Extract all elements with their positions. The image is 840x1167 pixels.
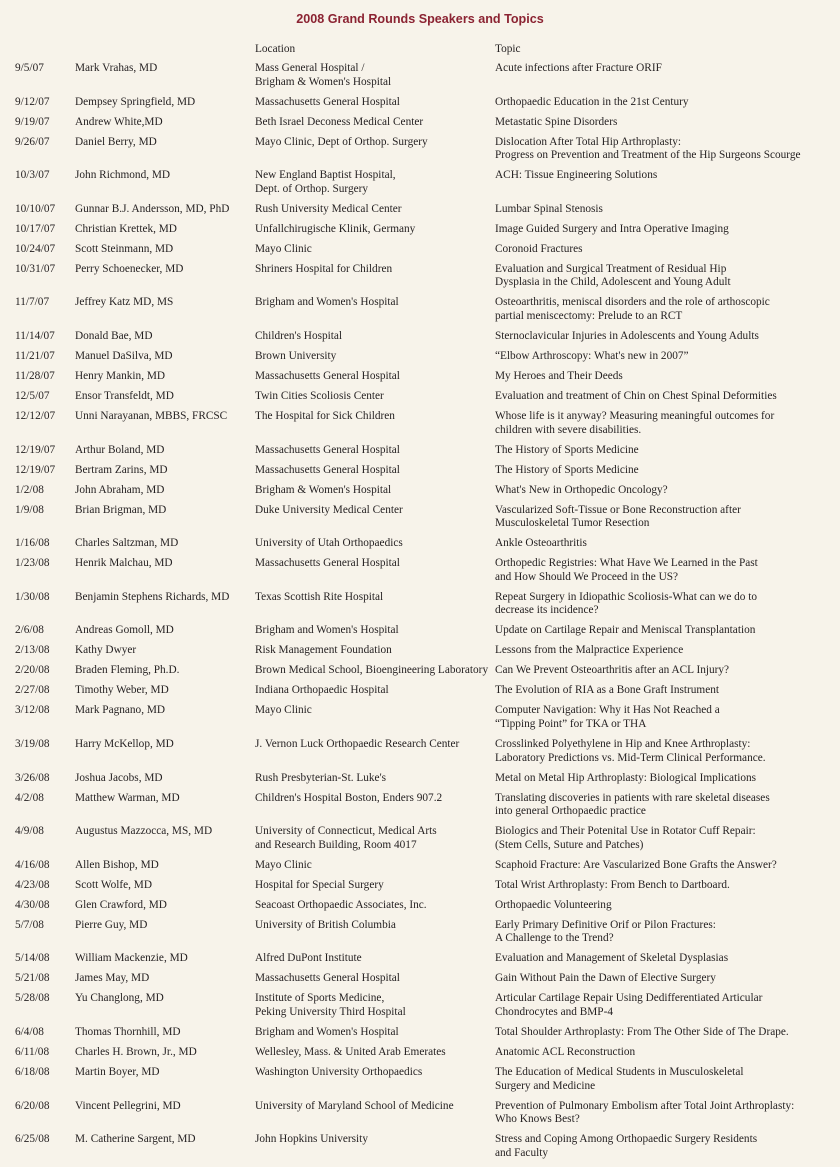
- table-row: [0, 1066, 840, 1100]
- table-row: [0, 96, 840, 116]
- table-row: [0, 537, 840, 557]
- location-cell: Children's Hospital: [255, 329, 343, 342]
- topic-cell: “Elbow Arthroscopy: What's new in 2007”: [495, 349, 689, 362]
- location-cell: Twin Cities Scoliosis Center: [255, 389, 384, 402]
- speaker-cell: Joshua Jacobs, MD: [75, 771, 163, 784]
- date-cell: 6/25/08: [15, 1133, 50, 1146]
- date-cell: 6/20/08: [15, 1099, 50, 1112]
- topic-cell: Orthopaedic Education in the 21st Century: [495, 95, 689, 108]
- topic-cell: Total Shoulder Arthroplasty: From The Other Side of The Drape.: [495, 1025, 789, 1038]
- table-row: [0, 62, 840, 96]
- date-cell: 6/4/08: [15, 1025, 44, 1038]
- topic-cell: Translating discoveries in patients with rare skeletal diseases into general Orthopaedic practice: [495, 791, 770, 818]
- location-cell: Massachusetts General Hospital: [255, 972, 400, 985]
- location-column-header: Location: [255, 43, 296, 55]
- date-cell: 5/7/08: [15, 918, 44, 931]
- date-cell: 10/24/07: [15, 242, 56, 255]
- location-cell: University of British Columbia: [255, 918, 396, 931]
- speaker-cell: John Abraham, MD: [75, 483, 165, 496]
- table-row: [0, 203, 840, 223]
- table-row: [0, 859, 840, 879]
- date-cell: 4/23/08: [15, 878, 50, 891]
- table-row: [0, 952, 840, 972]
- page-title: 2008 Grand Rounds Speakers and Topics: [296, 12, 544, 26]
- date-cell: 12/5/07: [15, 389, 50, 402]
- topic-cell: My Heroes and Their Deeds: [495, 369, 623, 382]
- location-cell: Duke University Medical Center: [255, 503, 403, 516]
- speaker-cell: Mark Vrahas, MD: [75, 62, 158, 74]
- date-cell: 1/23/08: [15, 557, 50, 570]
- date-cell: 2/6/08: [15, 624, 44, 637]
- topic-cell: Orthopedic Registries: What Have We Learned in the Past and How Should We Proceed in the US?: [495, 557, 758, 583]
- topic-cell: Metastatic Spine Disorders: [495, 115, 618, 128]
- table-row: [0, 136, 840, 170]
- topic-cell: Image Guided Surgery and Intra Operative Imaging: [495, 222, 729, 235]
- date-cell: 2/27/08: [15, 684, 50, 697]
- speaker-cell: Timothy Weber, MD: [75, 684, 169, 697]
- speaker-cell: Perry Schoenecker, MD: [75, 262, 184, 275]
- date-cell: 12/19/07: [15, 463, 56, 476]
- topic-cell: Scaphoid Fracture: Are Vascularized Bone Grafts the Answer?: [495, 858, 777, 871]
- speaker-cell: Andrew White,MD: [75, 115, 163, 128]
- topic-cell: Evaluation and Management of Skeletal Dysplasias: [495, 952, 729, 965]
- location-cell: Mayo Clinic: [255, 858, 312, 871]
- topic-cell: The History of Sports Medicine: [495, 443, 639, 456]
- date-cell: 3/26/08: [15, 771, 50, 784]
- topic-cell: Articular Cartilage Repair Using Dedifferentiated Articular Chondrocytes and BMP-4: [495, 992, 763, 1018]
- date-cell: 6/18/08: [15, 1065, 50, 1078]
- date-cell: 5/14/08: [15, 952, 50, 965]
- date-cell: 1/2/08: [15, 483, 44, 496]
- topic-cell: The Evolution of RIA as a Bone Graft Instrument: [495, 684, 720, 697]
- topic-cell: What's New in Orthopedic Oncology?: [495, 483, 668, 496]
- table-row: [0, 410, 840, 444]
- speaker-cell: Glen Crawford, MD: [75, 898, 167, 911]
- topic-cell: Vascularized Soft-Tissue or Bone Reconstruction after Musculoskeletal Tumor Resection: [495, 503, 741, 530]
- topic-cell: Ankle Osteoarthritis: [495, 537, 587, 550]
- date-cell: 1/16/08: [15, 537, 50, 550]
- speaker-cell: Thomas Thornhill, MD: [75, 1025, 181, 1038]
- date-cell: 10/3/07: [15, 169, 50, 182]
- table-row: [0, 557, 840, 591]
- table-row: [0, 684, 840, 704]
- topic-cell: Stress and Coping Among Orthopaedic Surgery Residents and Faculty: [495, 1133, 758, 1159]
- topic-cell: Anatomic ACL Reconstruction: [495, 1045, 636, 1058]
- location-cell: Children's Hospital Boston, Enders 907.2: [255, 791, 443, 804]
- table-row: [0, 370, 840, 390]
- date-cell: 4/2/08: [15, 791, 44, 804]
- topic-cell: Biologics and Their Potenital Use in Rotator Cuff Repair: (Stem Cells, Suture and Patches): [495, 825, 756, 851]
- table-row: [0, 919, 840, 953]
- speaker-cell: Augustus Mazzocca, MS, MD: [75, 825, 213, 838]
- location-cell: Massachusetts General Hospital: [255, 557, 400, 570]
- table-row: [0, 972, 840, 992]
- table-row: [0, 116, 840, 136]
- date-cell: 9/5/07: [15, 62, 44, 74]
- topic-cell: Metal on Metal Hip Arthroplasty: Biological Implications: [495, 771, 757, 784]
- speaker-cell: Charles H. Brown, Jr., MD: [75, 1045, 197, 1058]
- table-row: [0, 263, 840, 297]
- table-row: [0, 169, 840, 203]
- table-row: [0, 484, 840, 504]
- location-cell: Brigham and Women's Hospital: [255, 296, 399, 309]
- location-cell: Mayo Clinic: [255, 242, 312, 255]
- table-row: [0, 825, 840, 859]
- topic-cell: Crosslinked Polyethylene in Hip and Knee Arthroplasty: Laboratory Predictions vs. Mid-Term Clinical Performance.: [495, 737, 766, 764]
- date-cell: 3/19/08: [15, 737, 50, 750]
- speaker-cell: Charles Saltzman, MD: [75, 537, 179, 550]
- table-row: [0, 296, 840, 330]
- table-row: [0, 992, 840, 1026]
- date-cell: 3/12/08: [15, 704, 50, 717]
- table-row: [0, 772, 840, 792]
- topic-cell: Whose life is it anyway? Measuring meaningful outcomes for children with severe disabilities.: [495, 409, 775, 436]
- location-cell: Rush University Medical Center: [255, 202, 402, 215]
- table-row: [0, 223, 840, 243]
- speaker-cell: Henry Mankin, MD: [75, 369, 166, 382]
- location-cell: University of Utah Orthopaedics: [255, 537, 403, 550]
- date-cell: 4/16/08: [15, 858, 50, 871]
- speaker-cell: Benjamin Stephens Richards, MD: [75, 590, 230, 603]
- table-row: [0, 879, 840, 899]
- table-row: [0, 350, 840, 370]
- table-row: [0, 444, 840, 464]
- speaker-cell: Jeffrey Katz MD, MS: [75, 296, 174, 309]
- location-cell: New England Baptist Hospital, Dept. of Orthop. Surgery: [255, 169, 396, 195]
- location-cell: Wellesley, Mass. & United Arab Emerates: [255, 1045, 446, 1058]
- speaker-cell: Unni Narayanan, MBBS, FRCSC: [75, 409, 228, 422]
- date-cell: 4/30/08: [15, 898, 50, 911]
- date-cell: 11/14/07: [15, 329, 55, 342]
- topic-cell: Early Primary Definitive Orif or Pilon Fractures: A Challenge to the Trend?: [495, 918, 716, 945]
- table-row: [0, 243, 840, 263]
- topic-cell: Prevention of Pulmonary Embolism after Total Joint Arthroplasty: Who Knows Best?: [495, 1099, 795, 1126]
- speaker-cell: Arthur Boland, MD: [75, 443, 165, 456]
- location-cell: University of Connecticut, Medical Arts and Research Building, Room 4017: [255, 825, 437, 851]
- speaker-cell: Kathy Dwyer: [75, 644, 137, 657]
- location-cell: Texas Scottish Rite Hospital: [255, 590, 384, 603]
- location-cell: Risk Management Foundation: [255, 644, 392, 657]
- speaker-cell: Vincent Pellegrini, MD: [75, 1099, 181, 1112]
- speaker-cell: Daniel Berry, MD: [75, 135, 157, 148]
- location-cell: Brigham and Women's Hospital: [255, 624, 399, 637]
- location-cell: Massachusetts General Hospital: [255, 463, 400, 476]
- topic-cell: Orthopaedic Volunteering: [495, 898, 612, 911]
- date-cell: 1/9/08: [15, 503, 44, 516]
- topic-cell: ACH: Tissue Engineering Solutions: [495, 169, 658, 182]
- speaker-cell: Andreas Gomoll, MD: [75, 624, 174, 637]
- location-cell: Washington University Orthopaedics: [255, 1065, 423, 1078]
- topic-column-header: Topic: [495, 43, 521, 55]
- date-cell: 10/31/07: [15, 262, 56, 275]
- speaker-cell: Manuel DaSilva, MD: [75, 349, 173, 362]
- date-cell: 12/12/07: [15, 409, 56, 422]
- speaker-cell: Martin Boyer, MD: [75, 1065, 160, 1078]
- location-cell: Institute of Sports Medicine, Peking University Third Hospital: [255, 992, 406, 1018]
- speaker-cell: Gunnar B.J. Andersson, MD, PhD: [75, 202, 230, 215]
- speaker-cell: Braden Fleming, Ph.D.: [75, 664, 180, 677]
- table-row: [0, 738, 840, 772]
- table-row: [0, 704, 840, 738]
- location-cell: Brown Medical School, Bioengineering Laboratory: [255, 664, 489, 677]
- location-cell: Indiana Orthopaedic Hospital: [255, 684, 389, 697]
- table-row: [0, 464, 840, 484]
- table-row: [0, 644, 840, 664]
- location-cell: Brigham & Women's Hospital: [255, 483, 392, 496]
- speaker-cell: Allen Bishop, MD: [75, 858, 159, 871]
- location-cell: Massachusetts General Hospital: [255, 443, 400, 456]
- location-cell: Beth Israel Deconess Medical Center: [255, 115, 424, 128]
- speaker-cell: James May, MD: [75, 972, 150, 985]
- date-cell: 6/11/08: [15, 1045, 50, 1058]
- topic-cell: Evaluation and treatment of Chin on Chest Spinal Deformities: [495, 389, 777, 402]
- speaker-cell: Harry McKellop, MD: [75, 737, 174, 750]
- location-cell: Mayo Clinic, Dept of Orthop. Surgery: [255, 135, 428, 148]
- location-cell: J. Vernon Luck Orthopaedic Research Center: [255, 737, 460, 750]
- location-cell: Massachusetts General Hospital: [255, 95, 400, 108]
- date-cell: 5/28/08: [15, 992, 50, 1005]
- table-row: [0, 330, 840, 350]
- topic-cell: The Education of Medical Students in Musculoskeletal Surgery and Medicine: [495, 1065, 744, 1092]
- table-row: [0, 390, 840, 410]
- table-row: [0, 664, 840, 684]
- table-row: [0, 1026, 840, 1046]
- date-cell: 12/19/07: [15, 443, 56, 456]
- topic-cell: Update on Cartilage Repair and Meniscal Transplantation: [495, 624, 756, 637]
- location-cell: Seacoast Orthopaedic Associates, Inc.: [255, 898, 427, 911]
- topic-cell: Sternoclavicular Injuries in Adolescents and Young Adults: [495, 329, 759, 342]
- date-cell: 1/30/08: [15, 590, 50, 603]
- topic-cell: Gain Without Pain the Dawn of Elective Surgery: [495, 972, 716, 985]
- speaker-cell: Dempsey Springfield, MD: [75, 95, 196, 108]
- date-cell: 9/19/07: [15, 115, 50, 128]
- date-cell: 9/12/07: [15, 95, 50, 108]
- topic-cell: Computer Navigation: Why it Has Not Reached a “Tipping Point” for TKA or THA: [495, 704, 720, 730]
- speaker-cell: Brian Brigman, MD: [75, 503, 167, 516]
- topic-cell: Dislocation After Total Hip Arthroplasty: Progress on Prevention and Treatment of the Hip Surgeons Scourge: [495, 135, 801, 162]
- date-cell: 11/28/07: [15, 369, 55, 382]
- date-cell: 11/7/07: [15, 296, 50, 309]
- location-cell: Brown University: [255, 349, 337, 362]
- topic-cell: Can We Prevent Osteoarthritis after an ACL Injury?: [495, 664, 730, 677]
- topic-cell: The History of Sports Medicine: [495, 463, 639, 476]
- date-cell: 2/20/08: [15, 664, 50, 677]
- date-cell: 5/21/08: [15, 972, 50, 985]
- location-cell: Alfred DuPont Institute: [255, 952, 362, 965]
- date-cell: 10/10/07: [15, 202, 56, 215]
- topic-cell: Lumbar Spinal Stenosis: [495, 202, 603, 215]
- table-row: [0, 624, 840, 644]
- speaker-cell: Mark Pagnano, MD: [75, 704, 166, 717]
- date-cell: 11/21/07: [15, 349, 55, 362]
- location-cell: Mayo Clinic: [255, 704, 312, 717]
- table-row: [0, 899, 840, 919]
- speaker-cell: Henrik Malchau, MD: [75, 557, 173, 570]
- speaker-cell: Bertram Zarins, MD: [75, 463, 168, 476]
- location-cell: Hospital for Special Surgery: [255, 878, 384, 891]
- date-cell: 4/9/08: [15, 825, 44, 838]
- date-cell: 9/26/07: [15, 135, 50, 148]
- date-cell: 10/17/07: [15, 222, 56, 235]
- speaker-cell: John Richmond, MD: [75, 169, 171, 182]
- topic-cell: Coronoid Fractures: [495, 242, 583, 255]
- table-row: [0, 1046, 840, 1066]
- speaker-cell: Christian Krettek, MD: [75, 222, 177, 235]
- speaker-cell: Ensor Transfeldt, MD: [75, 389, 174, 402]
- table-row: [0, 1133, 840, 1167]
- topic-cell: Evaluation and Surgical Treatment of Residual Hip Dysplasia in the Child, Adolescent and Young Adult: [495, 262, 731, 289]
- date-cell: 2/13/08: [15, 644, 50, 657]
- speaker-list: [0, 62, 840, 1167]
- speaker-cell: M. Catherine Sargent, MD: [75, 1133, 196, 1146]
- table-row: [0, 591, 840, 625]
- location-cell: Shriners Hospital for Children: [255, 262, 393, 275]
- location-cell: Unfallchirugische Klinik, Germany: [255, 222, 416, 235]
- location-cell: Rush Presbyterian-St. Luke's: [255, 771, 386, 784]
- table-row: [0, 792, 840, 826]
- speaker-cell: Matthew Warman, MD: [75, 791, 180, 804]
- speaker-cell: Scott Wolfe, MD: [75, 878, 153, 891]
- location-cell: The Hospital for Sick Children: [255, 409, 395, 422]
- topic-cell: Total Wrist Arthroplasty: From Bench to Dartboard.: [495, 878, 730, 891]
- location-cell: Mass General Hospital / Brigham & Women's Hospital: [255, 62, 392, 88]
- topic-cell: Osteoarthritis, meniscal disorders and the role of arthoscopic partial meniscectomy: Prelude to an RCT: [495, 296, 770, 322]
- speaker-cell: William Mackenzie, MD: [75, 952, 188, 965]
- location-cell: University of Maryland School of Medicine: [255, 1099, 454, 1112]
- speaker-cell: Scott Steinmann, MD: [75, 242, 174, 255]
- table-row: [0, 1100, 840, 1134]
- speaker-cell: Yu Changlong, MD: [75, 992, 164, 1005]
- topic-cell: Acute infections after Fracture ORIF: [495, 62, 662, 74]
- speaker-cell: Donald Bae, MD: [75, 329, 153, 342]
- speaker-cell: Pierre Guy, MD: [75, 918, 148, 931]
- location-cell: Massachusetts General Hospital: [255, 369, 400, 382]
- topic-cell: Repeat Surgery in Idiopathic Scoliosis-What can we do to decrease its incidence?: [495, 590, 758, 617]
- table-row: [0, 504, 840, 538]
- location-cell: Brigham and Women's Hospital: [255, 1025, 399, 1038]
- location-cell: John Hopkins University: [255, 1133, 368, 1146]
- topic-cell: Lessons from the Malpractice Experience: [495, 644, 684, 657]
